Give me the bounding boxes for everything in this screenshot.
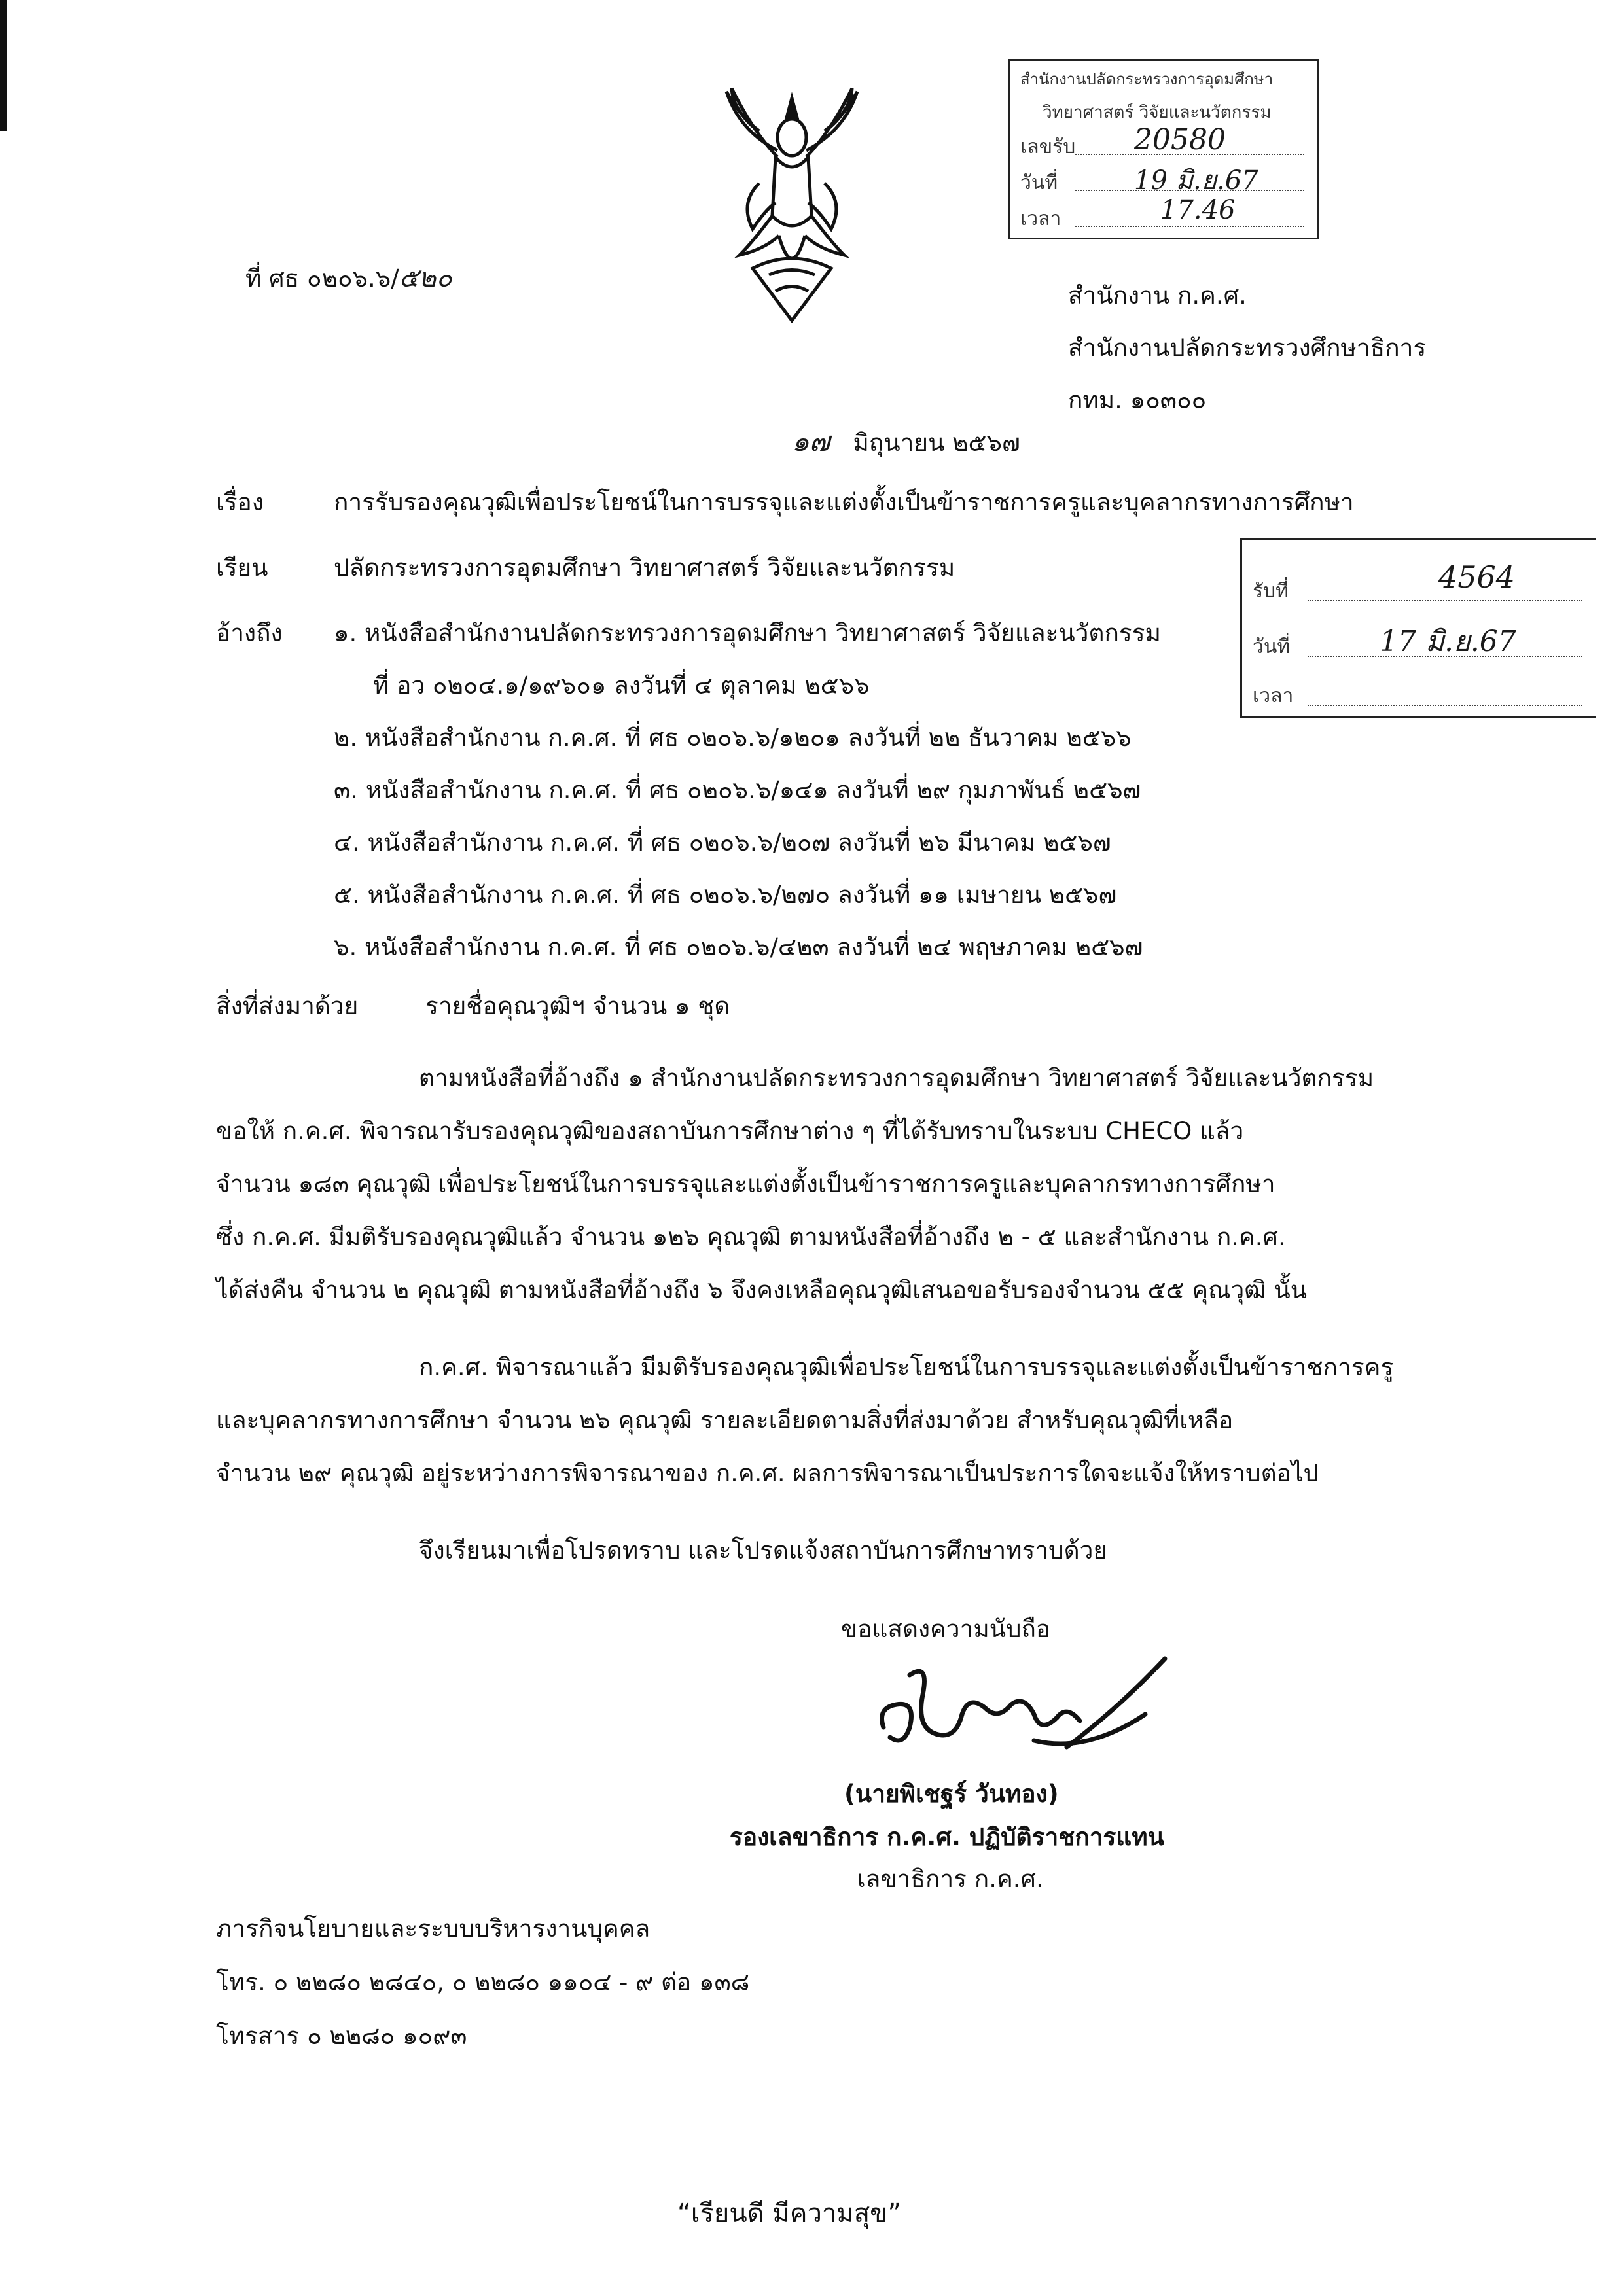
office-line-3: กทม. ๑๐๓๐๐ bbox=[1068, 386, 1207, 414]
stamp2-number-value: 4564 bbox=[1438, 559, 1516, 595]
recipient-text: ปลัดกระทรวงการอุดมศึกษา วิทยาศาสตร์ วิจัยและนวัตกรรม bbox=[334, 554, 955, 582]
signature-image bbox=[870, 1649, 1178, 1767]
office-line-1: สำนักงาน ก.ค.ศ. bbox=[1068, 281, 1247, 309]
stamp-time-value: 17.46 bbox=[1160, 195, 1236, 225]
reference-item-6: ๖. หนังสือสำนักงาน ก.ค.ศ. ที่ ศธ ๐๒๐๖.๖/๔๒๓ ลงวันที่ ๒๔ พฤษภาคม ๒๕๖๗ bbox=[334, 933, 1143, 961]
scan-edge-mark bbox=[0, 0, 7, 131]
body-para3: จึงเรียนมาเพื่อโปรดทราบ และโปรดแจ้งสถาบันการศึกษาทราบด้วย bbox=[419, 1536, 1108, 1564]
closing-regards: ขอแสดงความนับถือ bbox=[841, 1615, 1051, 1643]
enclosure-text: รายชื่อคุณวุฒิฯ จำนวน ๑ ชุด bbox=[425, 992, 730, 1020]
reference-number: ที่ ศธ ๐๒๐๖.๖/๕๒๐ bbox=[245, 263, 452, 293]
stamp2-date-label: วันที่ bbox=[1253, 635, 1291, 658]
office-line-2: สำนักงานปลัดกระทรวงศึกษาธิการ bbox=[1068, 334, 1427, 362]
reference-item-2: ๒. หนังสือสำนักงาน ก.ค.ศ. ที่ ศธ ๐๒๐๖.๖/๑๒๐๑ ลงวันที่ ๒๒ ธันวาคม ๒๕๖๖ bbox=[334, 724, 1132, 752]
stamp-date-label: วันที่ bbox=[1020, 171, 1058, 194]
garuda-emblem-icon bbox=[713, 85, 870, 327]
stamp2-number-label: รับที่ bbox=[1253, 580, 1289, 603]
recipient-label: เรียน bbox=[216, 554, 268, 582]
stamp-agency-2: วิทยาศาสตร์ วิจัยและนวัตกรรม bbox=[1043, 103, 1272, 122]
reference-item-4: ๔. หนังสือสำนักงาน ก.ค.ศ. ที่ ศธ ๐๒๐๖.๖/๒๐๗ ลงวันที่ ๒๖ มีนาคม ๒๕๖๗ bbox=[334, 828, 1111, 857]
reference-number-handwritten: ๕๒๐ bbox=[399, 263, 452, 293]
letter-date bbox=[792, 420, 1020, 463]
reference-item-5: ๕. หนังสือสำนักงาน ก.ค.ศ. ที่ ศธ ๐๒๐๖.๖/๒๗๐ ลงวันที่ ๑๑ เมษายน ๒๕๖๗ bbox=[334, 881, 1117, 909]
reference-item-1: ๑. หนังสือสำนักงานปลัดกระทรวงการอุดมศึกษา วิทยาศาสตร์ วิจัยและนวัตกรรม bbox=[334, 619, 1161, 647]
subject-text: การรับรองคุณวุฒิเพื่อประโยชน์ในการบรรจุและแต่งตั้งเป็นข้าราชการครูและบุคลากรทางการศึกษา bbox=[334, 488, 1354, 516]
stamp-time-label: เวลา bbox=[1020, 207, 1061, 230]
date-day-handwritten: ๑๗ bbox=[792, 425, 830, 457]
footer-slogan: “เรียนดี มีความสุข” bbox=[677, 2199, 902, 2229]
signatory-name: (นายพิเชฐร์ วันทอง) bbox=[844, 1780, 1059, 1808]
references-label: อ้างถึง bbox=[216, 619, 283, 647]
date-month-year: มิถุนายน ๒๕๖๗ bbox=[853, 429, 1020, 457]
stamp-number-value: 20580 bbox=[1134, 123, 1226, 156]
body-para2-line3: จำนวน ๒๙ คุณวุฒิ อยู่ระหว่างการพิจารณาของ ก.ค.ศ. ผลการพิจารณาเป็นประการใดจะแจ้งให้ทราบต่อไป bbox=[216, 1459, 1319, 1487]
body-para2-line1: ก.ค.ศ. พิจารณาแล้ว มีมติรับรองคุณวุฒิเพื่อประโยชน์ในการบรรจุและแต่งตั้งเป็นข้าราชการครู bbox=[419, 1353, 1394, 1381]
footer-phone: โทร. ๐ ๒๒๘๐ ๒๘๔๐, ๐ ๒๒๘๐ ๑๑๐๔ - ๙ ต่อ ๑๓๘ bbox=[216, 1968, 750, 1996]
stamp2-date-value: 17 มิ.ย.67 bbox=[1380, 625, 1516, 658]
reference-item-3: ๓. หนังสือสำนักงาน ก.ค.ศ. ที่ ศธ ๐๒๐๖.๖/๑๔๑ ลงวันที่ ๒๙ กุมภาพันธ์ ๒๕๖๗ bbox=[334, 776, 1141, 804]
signatory-position-1: รองเลขาธิการ ก.ค.ศ. ปฏิบัติราชการแทน bbox=[730, 1823, 1164, 1851]
subject-label: เรื่อง bbox=[216, 488, 264, 516]
body-para1-line2: ขอให้ ก.ค.ศ. พิจารณารับรองคุณวุฒิของสถาบันการศึกษาต่าง ๆ ที่ได้รับทราบในระบบ CHECO แล้ว bbox=[216, 1117, 1244, 1145]
stamp-date-value: 19 มิ.ย.67 bbox=[1134, 166, 1258, 196]
enclosure-label: สิ่งที่ส่งมาด้วย bbox=[216, 992, 359, 1020]
body-para1-line5: ได้ส่งคืน จำนวน ๒ คุณวุฒิ ตามหนังสือที่อ้างถึง ๖ จึงคงเหลือคุณวุฒิเสนอขอรับรองจำนวน ๕๕ คุณวุฒิ นั้น bbox=[216, 1276, 1308, 1304]
footer-fax: โทรสาร ๐ ๒๒๘๐ ๑๐๙๓ bbox=[216, 2022, 467, 2050]
footer-department: ภารกิจนโยบายและระบบบริหารงานบุคคล bbox=[216, 1915, 651, 1943]
receipt-stamp bbox=[1008, 59, 1319, 239]
body-para2-line2: และบุคลากรทางการศึกษา จำนวน ๒๖ คุณวุฒิ รายละเอียดตามสิ่งที่ส่งมาด้วย สำหรับคุณวุฒิที่เหลือ bbox=[216, 1406, 1234, 1434]
stamp-agency: สำนักงานปลัดกระทรวงการอุดมศึกษา bbox=[1020, 70, 1274, 88]
body-para1-line3: จำนวน ๑๘๓ คุณวุฒิ เพื่อประโยชน์ในการบรรจุและแต่งตั้งเป็นข้าราชการครูและบุคลากรทางการศึกษา bbox=[216, 1170, 1275, 1198]
stamp-number-label: เลขรับ bbox=[1020, 135, 1076, 158]
signatory-position-2: เลขาธิการ ก.ค.ศ. bbox=[857, 1865, 1044, 1893]
stamp2-time-label: เวลา bbox=[1253, 684, 1294, 707]
body-para1-line4: ซึ่ง ก.ค.ศ. มีมติรับรองคุณวุฒิแล้ว จำนวน ๑๒๖ คุณวุฒิ ตามหนังสือที่อ้างถึง ๒ - ๕ และสำนักงาน ก.ค.ศ. bbox=[216, 1223, 1286, 1251]
second-receipt-stamp bbox=[1240, 538, 1596, 718]
body-para1-line1: ตามหนังสือที่อ้างถึง ๑ สำนักงานปลัดกระทรวงการอุดมศึกษา วิทยาศาสตร์ วิจัยและนวัตกรรม bbox=[419, 1064, 1374, 1092]
reference-item-1-cont: ที่ อว ๐๒๐๔.๑/๑๙๖๐๑ ลงวันที่ ๔ ตุลาคม ๒๕๖๖ bbox=[373, 671, 870, 699]
